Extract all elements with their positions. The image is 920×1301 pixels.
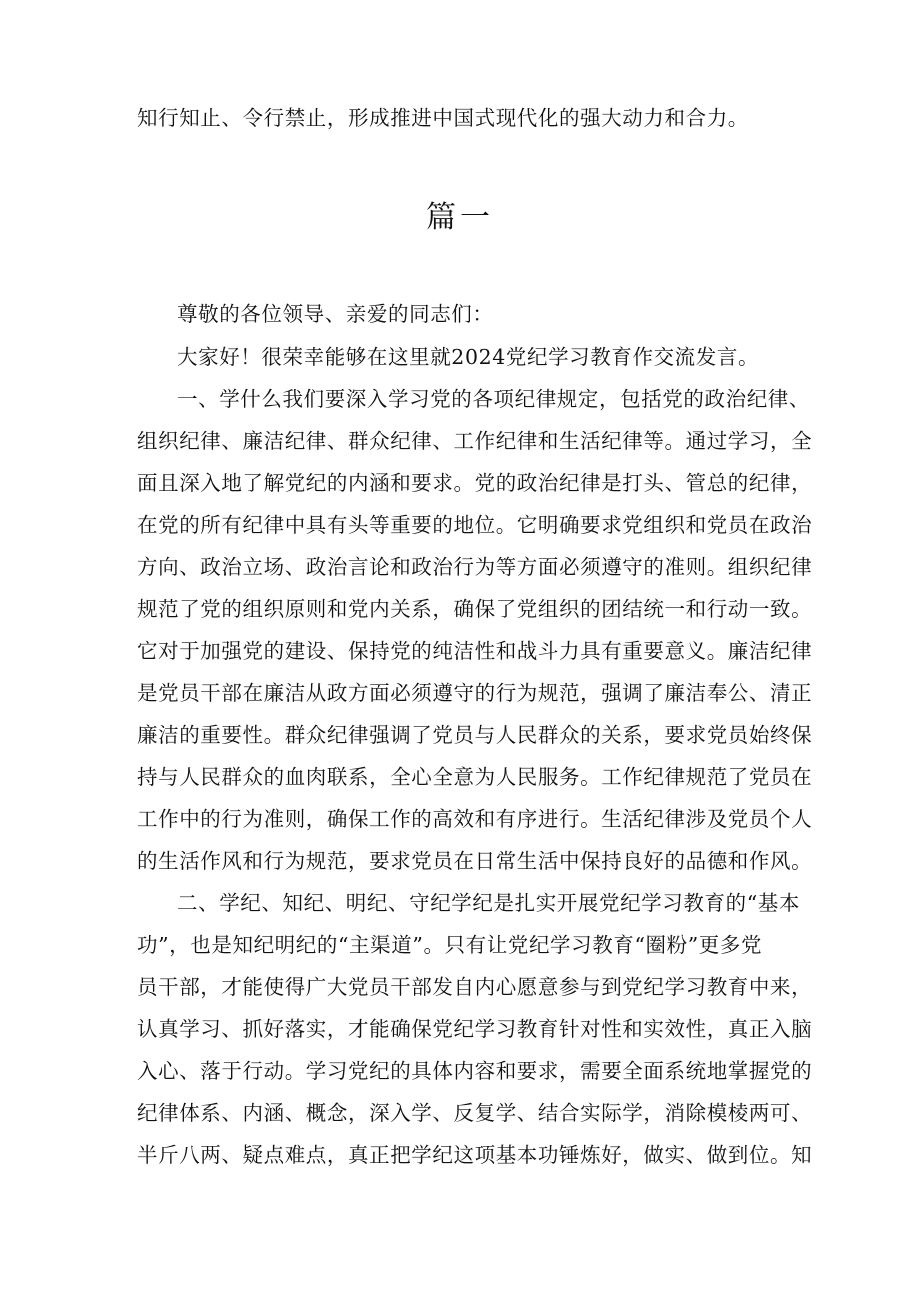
paragraph-line: 工作中的行为准则，确保工作的高效和有序进行。生活纪律涉及党员个人 xyxy=(137,807,813,831)
paragraph-line: 面且深入地了解党纪的内涵和要求。党的政治纪律是打头、管总的纪律， xyxy=(137,471,813,495)
paragraph-line: 员干部，才能使得广大党员干部发自内心愿意参与到党纪学习教育中来， xyxy=(137,975,813,999)
paragraph-line: 在党的所有纪律中具有头等重要的地位。它明确要求党组织和党员在政治 xyxy=(137,513,813,537)
paragraph-line: 持与人民群众的血肉联系，全心全意为人民服务。工作纪律规范了党员在 xyxy=(137,765,813,789)
paragraph-line: 二、学纪、知纪、明纪、守纪学纪是扎实开展党纪学习教育的“基本 xyxy=(177,891,800,915)
paragraph-line: 廉洁的重要性。群众纪律强调了党员与人民群众的关系，要求党员始终保 xyxy=(137,723,813,747)
paragraph-line: 组织纪律、廉洁纪律、群众纪律、工作纪律和生活纪律等。通过学习，全 xyxy=(137,429,813,453)
paragraph-line: 它对于加强党的建设、保持党的纯洁性和战斗力具有重要意义。廉洁纪律 xyxy=(137,639,813,663)
paragraph-line: 方向、政治立场、政治言论和政治行为等方面必须遵守的准则。组织纪律 xyxy=(137,555,813,579)
paragraph-line: 一、学什么我们要深入学习党的各项纪律规定，包括党的政治纪律、 xyxy=(177,387,810,411)
section-heading: 篇一 xyxy=(426,200,494,235)
paragraph-line: 认真学习、抓好落实，才能确保党纪学习教育针对性和实效性，真正入脑 xyxy=(137,1017,813,1041)
paragraph-line: 入心、落于行动。学习党纪的具体内容和要求，需要全面系统地掌握党的 xyxy=(137,1059,813,1083)
paragraph-line: 的生活作风和行为规范，要求党员在日常生活中保持良好的品德和作风。 xyxy=(137,849,813,873)
paragraph-line: 半斤八两、疑点难点，真正把学纪这项基本功锤炼好，做实、做到位。知 xyxy=(137,1143,813,1167)
intro-line: 大家好！很荣幸能够在这里就2024党纪学习教育作交流发言。 xyxy=(177,345,760,369)
paragraph-line: 规范了党的组织原则和党内关系，确保了党组织的团结统一和行动一致。 xyxy=(137,597,813,621)
greeting-line: 尊敬的各位领导、亲爱的同志们： xyxy=(177,302,494,326)
paragraph-line: 纪律体系、内涵、概念，深入学、反复学、结合实际学，消除模棱两可、 xyxy=(137,1101,813,1125)
paragraph-line: 是党员干部在廉洁从政方面必须遵守的行为规范，强调了廉洁奉公、清正 xyxy=(137,681,813,705)
paragraph-line: 知行知止、令行禁止，形成推进中国式现代化的强大动力和合力。 xyxy=(137,106,749,130)
paragraph-line: 功”，也是知纪明纪的“主渠道”。只有让党纪学习教育“圈粉”更多党 xyxy=(137,933,763,957)
